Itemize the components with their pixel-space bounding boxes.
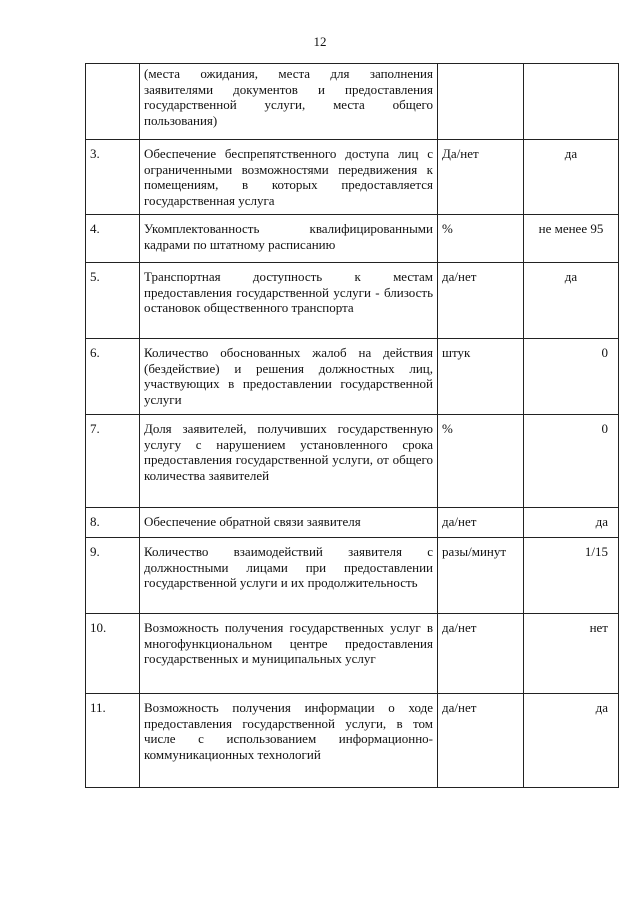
table-row	[86, 508, 619, 538]
indicator-name: Доля заявителей, получивших государственную услугу с нарушением установленного срока предоставления государственной услуги, от общего количества заявителей	[140, 415, 438, 508]
normative-value: 1/15	[524, 538, 619, 614]
normative-value: 0	[524, 415, 619, 508]
indicator-name: Количество взаимодействий заявителя с должностными лицами при предоставлении государственной услуги и их продолжительность	[140, 538, 438, 614]
normative-value: да	[524, 140, 619, 215]
normative-value: 0	[524, 339, 619, 415]
normative-value	[524, 64, 619, 140]
row-number: 11.	[86, 694, 140, 788]
unit-of-measure	[438, 64, 524, 140]
indicator-name: Количество обоснованных жалоб на действия (бездействие) и решения должностных лиц, участвующих в предоставлении государственной услуги	[140, 339, 438, 415]
indicator-name: (места ожидания, места для заполнения заявителями документов и предоставления государственной услуги, места общего пользования)	[140, 64, 438, 140]
indicator-name: Транспортная доступность к местам предоставления государственной услуги - близость остановок общественного транспорта	[140, 263, 438, 339]
row-number: 6.	[86, 339, 140, 415]
normative-value: нет	[524, 614, 619, 694]
table-row	[86, 64, 619, 140]
row-number: 10.	[86, 614, 140, 694]
indicator-name: Укомплектованность квалифицированными кадрами по штатному расписанию	[140, 215, 438, 263]
table-row	[86, 339, 619, 415]
table-row	[86, 415, 619, 508]
normative-value: да	[524, 694, 619, 788]
indicator-name: Обеспечение беспрепятственного доступа лиц с ограниченными возможностями передвижения к помещениям, в которых предоставляется государственная услуга	[140, 140, 438, 215]
quality-indicators-table	[85, 63, 619, 788]
normative-value: да	[524, 508, 619, 538]
row-number	[86, 64, 140, 140]
row-number: 7.	[86, 415, 140, 508]
normative-value: не менее 95	[524, 215, 619, 263]
table-row	[86, 694, 619, 788]
unit-of-measure: штук	[438, 339, 524, 415]
indicator-name: Обеспечение обратной связи заявителя	[140, 508, 438, 538]
row-number: 8.	[86, 508, 140, 538]
table-row	[86, 215, 619, 263]
page-number: 12	[313, 34, 327, 49]
unit-of-measure: да/нет	[438, 614, 524, 694]
unit-of-measure: да/нет	[438, 694, 524, 788]
table-row	[86, 538, 619, 614]
unit-of-measure: %	[438, 415, 524, 508]
normative-value: да	[524, 263, 619, 339]
row-number: 3.	[86, 140, 140, 215]
unit-of-measure: да/нет	[438, 508, 524, 538]
table-row	[86, 263, 619, 339]
unit-of-measure: Да/нет	[438, 140, 524, 215]
row-number: 9.	[86, 538, 140, 614]
row-number: 5.	[86, 263, 140, 339]
indicator-name: Возможность получения информации о ходе предоставления государственной услуги, в том числе с использованием информационно-коммуникационных технологий	[140, 694, 438, 788]
table-row	[86, 140, 619, 215]
unit-of-measure: %	[438, 215, 524, 263]
table-row	[86, 614, 619, 694]
indicator-name: Возможность получения государственных услуг в многофункциональном центре предоставления государственных и муниципальных услуг	[140, 614, 438, 694]
row-number: 4.	[86, 215, 140, 263]
unit-of-measure: да/нет	[438, 263, 524, 339]
unit-of-measure: разы/минут	[438, 538, 524, 614]
